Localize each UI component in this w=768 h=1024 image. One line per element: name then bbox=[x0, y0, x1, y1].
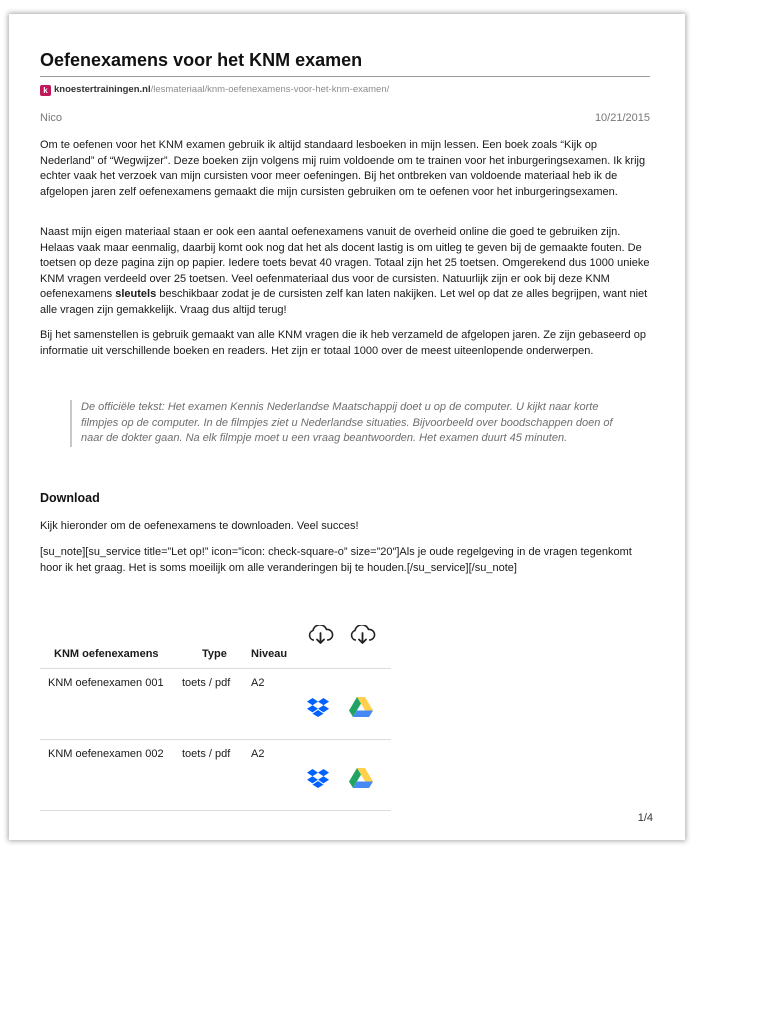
column-header-level: Niveau bbox=[251, 612, 307, 669]
paragraph-1: Om te oefenen voor het KNM examen gebruik ik altijd standaard lesboeken in mijn lessen. Een boek zoals “Kijk op Nederland” of “Wegwijzer”. Deze boeken zijn volgens mij ruim voldoende om te trainen voor het inburgeringsexamen. Ik krijg echter vaak het verzoek van mijn cursisten voor meer oefeningen. Bij het ontbreken van voldoende materiaal heb ik de afgelopen jaren zelf oefenexamens gemaakt die mijn cursisten gebruiken om te oefenen voor het inburgeringsexamen. bbox=[40, 139, 646, 198]
title-divider bbox=[40, 76, 650, 77]
exam-level: A2 bbox=[251, 740, 307, 811]
source-path[interactable]: /lesmateriaal/knm-oefenexamens-voor-het-knm-examen/ bbox=[150, 84, 390, 95]
page-number: 1/4 bbox=[637, 812, 653, 824]
paragraph-2-bold: sleutels bbox=[115, 288, 157, 300]
dropbox-download-cell bbox=[307, 740, 349, 811]
drive-download-cell bbox=[349, 740, 391, 811]
table-row bbox=[40, 669, 391, 740]
official-quote: De officiële tekst: Het examen Kennis Nederlandse Maatschappij doet u op de computer. U kijkt naar korte filmpjes op de computer. In de filmpjes ziet u Nederlandse situaties. Bijvoorbeeld over boodschappen doen of naar de dokter gaan. Na elk filmpje moet u een vraag beantwoorden. Het examen duurt 45 minuten. bbox=[70, 400, 626, 447]
exam-level: A2 bbox=[251, 669, 307, 740]
article-title: Oefenexamens voor het KNM examen bbox=[40, 50, 363, 70]
publish-date: 10/21/2015 bbox=[594, 112, 650, 124]
article-meta bbox=[40, 112, 650, 124]
exam-type: toets / pdf bbox=[182, 669, 251, 740]
column-header-name: KNM oefenexamens bbox=[40, 612, 182, 669]
dropbox-icon[interactable] bbox=[307, 697, 329, 717]
paragraph-2 bbox=[40, 225, 650, 318]
dropbox-download-cell bbox=[307, 669, 349, 740]
author: Nico bbox=[40, 112, 63, 124]
source-link[interactable] bbox=[40, 84, 389, 96]
column-header-download-2 bbox=[349, 612, 391, 669]
site-logo-icon: k bbox=[40, 85, 51, 96]
download-intro: Kijk hieronder om de oefenexamens te downloaden. Veel succes! bbox=[40, 520, 359, 532]
download-table bbox=[40, 612, 391, 811]
document-page bbox=[9, 14, 685, 840]
exam-name: KNM oefenexamen 001 bbox=[40, 669, 182, 740]
paragraph-2-text: Naast mijn eigen materiaal staan er ook een aantal oefenexamens vanuit de overheid online die goed te gebruiken zijn. Helaas vaak maar eenmalig, daarbij komt ook nog dat het als docent lastig is om uitleg te geven bij de gemaakte fouten. De toetsen op deze pagina zijn op papier. Iedere toets bevat 40 vragen. Totaal zijn het 25 toetsen. Omgerekend dus 1000 unieke KNM vragen verdeeld over 25 toetsen. Veel oefenmateriaal dus voor de cursisten. Natuurlijk zijn er ook bij deze KNM oefenexamens bbox=[40, 226, 650, 300]
exam-type: toets / pdf bbox=[182, 740, 251, 811]
cloud-download-icon bbox=[349, 625, 376, 645]
exam-name: KNM oefenexamen 002 bbox=[40, 740, 182, 811]
table-row bbox=[40, 740, 391, 811]
table-header-row bbox=[40, 612, 391, 669]
download-heading: Download bbox=[40, 491, 100, 505]
paragraph-3: Bij het samenstellen is gebruik gemaakt van alle KNM vragen die ik heb verzameld de afgelopen jaren. Ze zijn gebaseerd op informatie uit verschillende boeken en readers. Het zijn er totaal 1000 over de meest uiteenlopende onderwerpen. bbox=[40, 329, 646, 357]
column-header-download-1 bbox=[307, 612, 349, 669]
shortcode-note: [su_note][su_service title=”Let op!” icon=”icon: check-square-o” size=”20″]Als je oude regelgeving in de vragen tegenkomt hoor ik het graag. Het is soms moeilijk om alle veranderingen bij te houden.[/su_service][/su_note] bbox=[40, 546, 632, 574]
column-header-type: Type bbox=[182, 612, 251, 669]
drive-download-cell bbox=[349, 669, 391, 740]
google-drive-icon[interactable] bbox=[349, 697, 373, 717]
paragraph-2-tail: beschikbaar zodat je de cursisten zelf kan laten nakijken. Let wel op dat ze alles begrijpen, want niet alle vragen zijn gemakkelijk. Vraag dus altijd terug! bbox=[40, 288, 648, 316]
google-drive-icon[interactable] bbox=[349, 768, 373, 788]
dropbox-icon[interactable] bbox=[307, 768, 329, 788]
source-domain[interactable]: knoestertrainingen.nl bbox=[54, 84, 151, 95]
cloud-download-icon bbox=[307, 625, 334, 645]
